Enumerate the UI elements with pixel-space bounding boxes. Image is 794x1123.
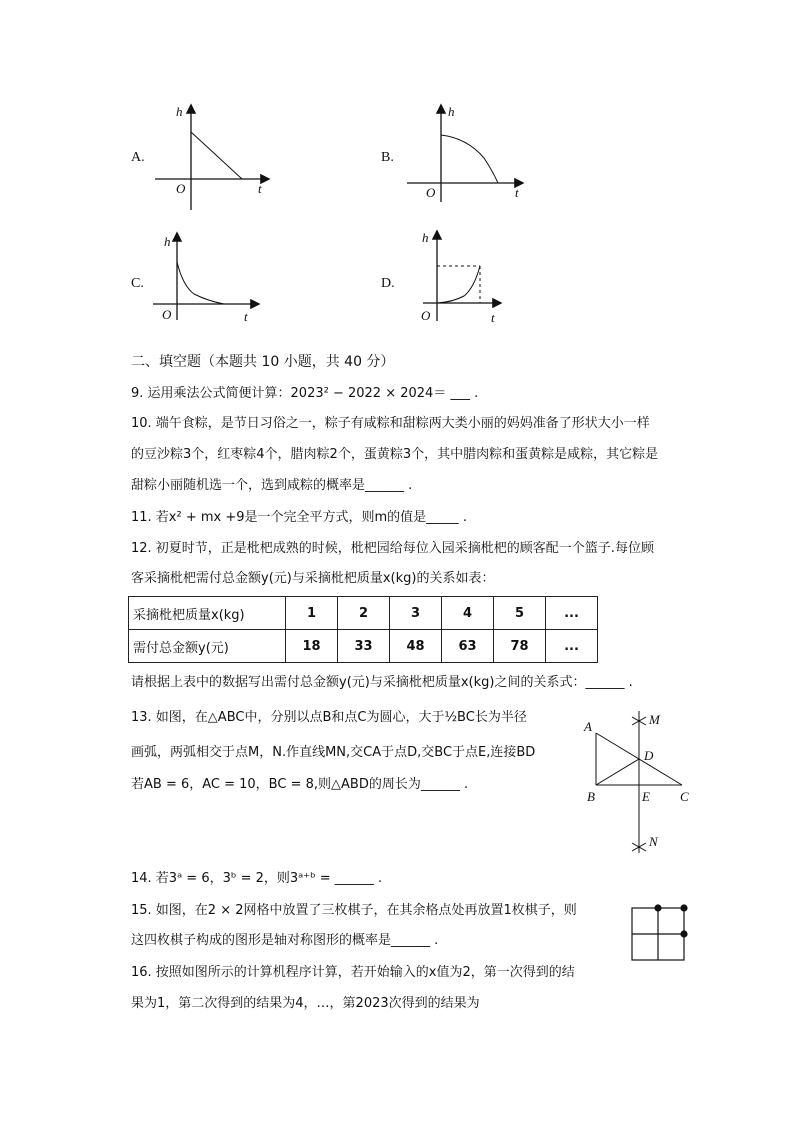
question-13-line-3: 若AB = 6，AC = 10，BC = 8,则△ABD的周长为______ . <box>131 777 469 792</box>
graph-c <box>150 228 280 328</box>
table-row <box>129 597 598 630</box>
question-14: 14. 若3ᵃ = 6，3ᵇ = 2，则3ᵃ⁺ᵇ = ______ . <box>131 871 383 886</box>
graph-d <box>418 226 518 326</box>
point-d-label: D <box>644 748 654 763</box>
table-cell: 78 <box>494 630 546 663</box>
question-9: 9. 运用乘法公式简便计算：2023² − 2022 × 2024＝ ___ . <box>131 386 479 401</box>
origin-label: O <box>421 308 431 323</box>
axis-h-label: h <box>164 234 171 249</box>
origin-label: O <box>426 185 436 200</box>
origin-label: O <box>162 307 172 322</box>
axis-h-label: h <box>176 104 183 119</box>
option-b-label: B. <box>381 150 394 165</box>
question-16-line-2: 果为1，第二次得到的结果为4，…，第2023次得到的结果为 <box>131 996 480 1011</box>
question-15-line-2: 这四枚棋子构成的图形是轴对称图形的概率是______ . <box>131 933 439 948</box>
table-cell: 1 <box>286 597 338 630</box>
section-title: 二、填空题（本题共 10 小题，共 40 分） <box>131 354 395 370</box>
question-16-line-1: 16. 按照如图所示的计算机程序计算，若开始输入的x值为2，第一次得到的结 <box>131 965 575 980</box>
question-15-line-1: 15. 如图，在2 × 2网格中放置了三枚棋子，在其余格点处再放置1枚棋子，则 <box>131 903 577 918</box>
option-a-label: A. <box>131 150 145 165</box>
axis-h-label: h <box>422 230 429 245</box>
axis-h-label: h <box>448 104 455 119</box>
question-10-line-2: 的豆沙粽3个，红枣粽4个，腊肉粽2个，蛋黄粽3个，其中腊肉粽和蛋黄粽是咸粽，其它粽是 <box>131 447 659 462</box>
table-cell: ... <box>546 630 598 663</box>
table-cell: 2 <box>338 597 390 630</box>
graph-a <box>150 100 280 215</box>
point-c-label: C <box>680 789 689 804</box>
point-e-label: E <box>642 789 650 804</box>
table-cell: 33 <box>338 630 390 663</box>
table-row <box>129 630 598 663</box>
table-header-x: 采摘枇杷质量x(kg) <box>129 597 286 630</box>
question-13-line-1: 13. 如图，在△ABC中，分别以点B和点C为圆心，大于½BC长为半径 <box>131 710 527 725</box>
point-b-label: B <box>587 789 595 804</box>
data-table <box>128 596 598 663</box>
question-11: 11. 若x² + mx +9是一个完全平方式，则m的值是_____ . <box>131 510 467 525</box>
axis-t-label: t <box>491 310 495 325</box>
question-10-line-1: 10. 端午食粽，是节日习俗之一，粽子有咸粽和甜粽两大类小丽的妈妈准备了形状大小一样 <box>131 416 650 431</box>
table-cell: 3 <box>390 597 442 630</box>
graph-b <box>402 100 532 205</box>
point-a-label: A <box>584 719 592 734</box>
table-cell: ... <box>546 597 598 630</box>
question-12-line-2: 客采摘枇杷需付总金额y(元)与采摘枇杷质量x(kg)的关系如表： <box>131 571 495 586</box>
table-cell: 48 <box>390 630 442 663</box>
axis-t-label: t <box>515 185 519 200</box>
question-10-line-3: 甜粽小丽随机选一个，选到咸粽的概率是______ . <box>131 478 413 493</box>
question-12-line-1: 12. 初夏时节，正是枇杷成熟的时候，枇杷园给每位入园采摘枇杷的顾客配一个篮子.每位顾 <box>131 541 654 556</box>
table-cell: 63 <box>442 630 494 663</box>
table-cell: 4 <box>442 597 494 630</box>
option-d-label: D. <box>381 276 395 291</box>
question-13-line-2: 画弧，两弧相交于点M，N.作直线MN,交CA于点D,交BC于点E,连接BD <box>131 745 536 760</box>
axis-t-label: t <box>244 309 248 324</box>
table-header-y: 需付总金额y(元) <box>129 630 286 663</box>
table-cell: 5 <box>494 597 546 630</box>
triangle-figure <box>578 705 698 863</box>
table-cell: 18 <box>286 630 338 663</box>
question-12-after: 请根据上表中的数据写出需付总金额y(元)与采摘枇杷质量x(kg)之间的关系式：______ . <box>131 675 633 690</box>
grid-figure <box>628 903 692 963</box>
origin-label: O <box>176 181 186 196</box>
point-m-label: M <box>649 712 660 727</box>
axis-t-label: t <box>258 181 262 196</box>
point-n-label: N <box>649 834 658 849</box>
option-c-label: C. <box>131 276 144 291</box>
